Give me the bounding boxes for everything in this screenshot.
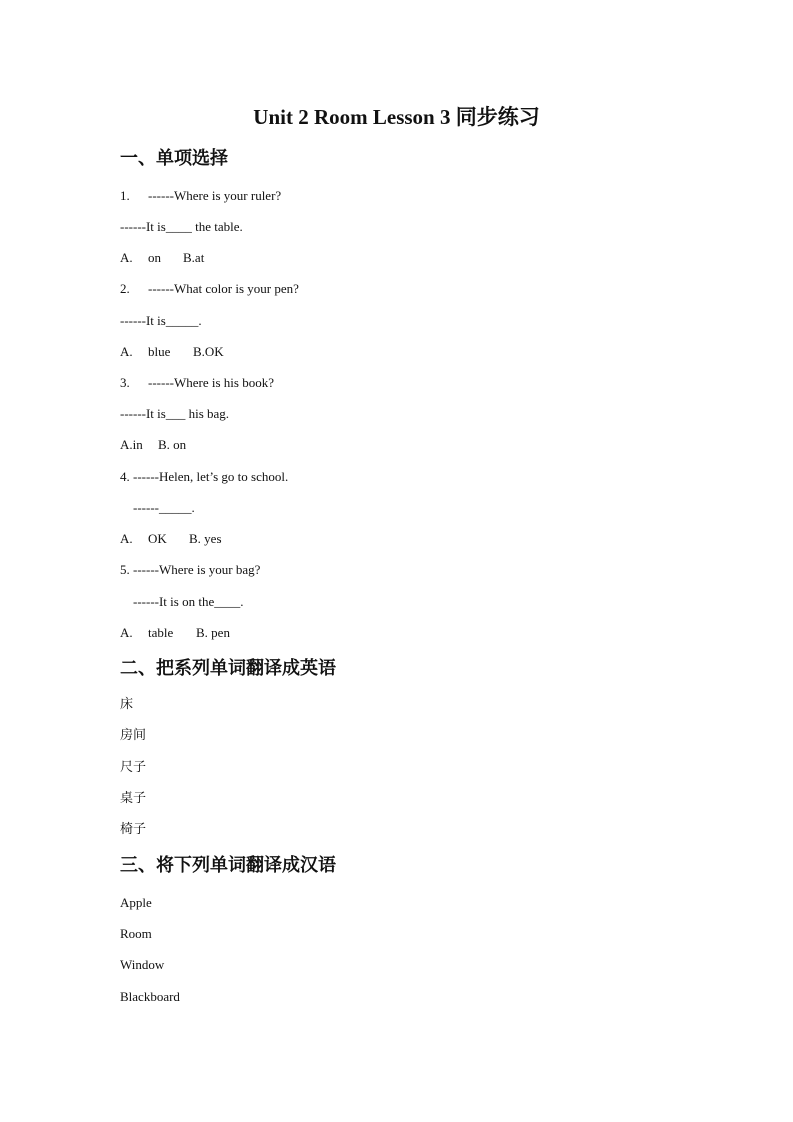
option-a-label: A. bbox=[120, 625, 133, 640]
question-4: 4. ------Helen, let’s go to school. bbox=[120, 469, 289, 484]
option-a-text: blue bbox=[148, 344, 171, 359]
word-item: Window bbox=[120, 957, 165, 972]
question-text: ------Where is his book? bbox=[148, 375, 274, 390]
answer-line-4: ------_____. bbox=[133, 500, 195, 515]
option-a-text: OK bbox=[148, 531, 167, 546]
answer-line-3: ------It is___ his bag. bbox=[120, 406, 230, 421]
word-item: 床 bbox=[120, 697, 134, 712]
option-a-label: A. bbox=[120, 250, 133, 265]
question-1 bbox=[120, 188, 281, 204]
question-3 bbox=[120, 375, 274, 391]
answer-line-1: ------It is____ the table. bbox=[120, 219, 243, 234]
option-b: B. yes bbox=[189, 531, 222, 546]
options-1 bbox=[120, 250, 204, 266]
question-text: ------Where is your ruler? bbox=[148, 188, 282, 203]
word-item: 桌子 bbox=[120, 791, 147, 806]
option-a: A.in bbox=[120, 437, 143, 452]
options-4 bbox=[120, 531, 222, 547]
word-item: Room bbox=[120, 926, 152, 941]
option-b: B. pen bbox=[196, 625, 230, 640]
question-number: 2. bbox=[120, 281, 130, 296]
word-item: Blackboard bbox=[120, 989, 180, 1004]
option-a-label: A. bbox=[120, 531, 133, 546]
section-heading-translate-to-chinese: 三、将下列单词翻译成汉语 bbox=[120, 855, 336, 876]
option-a-text: on bbox=[148, 250, 161, 265]
options-5 bbox=[120, 625, 230, 641]
word-item: 尺子 bbox=[120, 760, 147, 775]
answer-line-5: ------It is on the____. bbox=[133, 594, 244, 609]
question-number: 3. bbox=[120, 375, 130, 390]
word-item: 椅子 bbox=[120, 822, 147, 837]
options-2 bbox=[120, 344, 224, 360]
option-b: B.at bbox=[183, 250, 205, 265]
option-b: B. on bbox=[158, 437, 187, 452]
question-5: 5. ------Where is your bag? bbox=[120, 562, 261, 577]
answer-line-2: ------It is_____. bbox=[120, 313, 202, 328]
section-heading-multiple-choice: 一、单项选择 bbox=[120, 148, 228, 169]
option-a-label: A. bbox=[120, 344, 133, 359]
word-item: 房间 bbox=[120, 728, 147, 743]
option-b: B.OK bbox=[193, 344, 224, 359]
question-number: 1. bbox=[120, 188, 130, 203]
section-heading-translate-to-english: 二、把系列单词翻译成英语 bbox=[120, 658, 336, 679]
options-3 bbox=[120, 437, 186, 453]
word-item: Apple bbox=[120, 895, 152, 910]
question-text: ------What color is your pen? bbox=[148, 281, 299, 296]
option-a-text: table bbox=[148, 625, 174, 640]
document-title: Unit 2 Room Lesson 3 同步练习 bbox=[253, 105, 540, 129]
question-2 bbox=[120, 281, 299, 297]
